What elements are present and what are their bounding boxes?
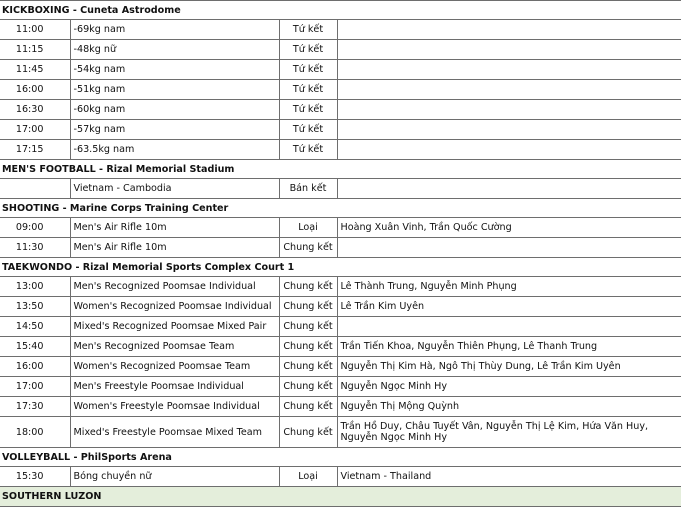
stage-cell: Chung kết bbox=[279, 377, 337, 397]
section-title: SOUTHERN LUZON bbox=[0, 487, 681, 507]
stage-cell: Chung kết bbox=[279, 238, 337, 258]
stage-cell: Tứ kết bbox=[279, 40, 337, 60]
time-cell: 15:30 bbox=[0, 467, 70, 487]
table-row bbox=[0, 417, 681, 448]
event-cell: Women's Recognized Poomsae Team bbox=[70, 357, 279, 377]
section-title: TAEKWONDO - Rizal Memorial Sports Complex Court 1 bbox=[0, 258, 681, 277]
schedule-body bbox=[0, 1, 681, 507]
table-row bbox=[0, 397, 681, 417]
athletes-cell: Trần Hồ Duy, Châu Tuyết Vân, Nguyễn Thị Lệ Kim, Hứa Văn Huy, Nguyễn Ngọc Minh Hy bbox=[337, 417, 681, 448]
stage-cell: Bán kết bbox=[279, 179, 337, 199]
athletes-cell bbox=[337, 20, 681, 40]
event-cell: Men's Recognized Poomsae Team bbox=[70, 337, 279, 357]
table-row bbox=[0, 357, 681, 377]
stage-cell: Tứ kết bbox=[279, 20, 337, 40]
table-row bbox=[0, 377, 681, 397]
stage-cell: Chung kết bbox=[279, 417, 337, 448]
section-header bbox=[0, 1, 681, 20]
time-cell bbox=[0, 179, 70, 199]
event-cell: -63.5kg nam bbox=[70, 140, 279, 160]
stage-cell: Tứ kết bbox=[279, 100, 337, 120]
event-cell: Women's Freestyle Poomsae Individual bbox=[70, 397, 279, 417]
athletes-cell: Nguyễn Thị Mộng Quỳnh bbox=[337, 397, 681, 417]
event-cell: Women's Recognized Poomsae Individual bbox=[70, 297, 279, 317]
stage-cell: Tứ kết bbox=[279, 140, 337, 160]
section-header bbox=[0, 448, 681, 467]
time-cell: 17:15 bbox=[0, 140, 70, 160]
stage-cell: Chung kết bbox=[279, 317, 337, 337]
event-cell: -51kg nam bbox=[70, 80, 279, 100]
time-cell: 11:15 bbox=[0, 40, 70, 60]
event-cell: -48kg nữ bbox=[70, 40, 279, 60]
table-row bbox=[0, 467, 681, 487]
table-row bbox=[0, 218, 681, 238]
athletes-cell: Trần Tiến Khoa, Nguyễn Thiên Phụng, Lê Thanh Trung bbox=[337, 337, 681, 357]
table-row bbox=[0, 40, 681, 60]
table-row bbox=[0, 100, 681, 120]
stage-cell: Chung kết bbox=[279, 337, 337, 357]
table-row bbox=[0, 317, 681, 337]
time-cell: 11:00 bbox=[0, 20, 70, 40]
stage-cell: Loại bbox=[279, 218, 337, 238]
stage-cell: Tứ kết bbox=[279, 60, 337, 80]
stage-cell: Chung kết bbox=[279, 357, 337, 377]
section-title: VOLLEYBALL - PhilSports Arena bbox=[0, 448, 681, 467]
event-cell: Vietnam - Cambodia bbox=[70, 179, 279, 199]
athletes-cell: Lê Trần Kim Uyên bbox=[337, 297, 681, 317]
athletes-cell: Lê Thành Trung, Nguyễn Minh Phụng bbox=[337, 277, 681, 297]
athletes-cell: Hoàng Xuân Vinh, Trần Quốc Cường bbox=[337, 218, 681, 238]
time-cell: 13:50 bbox=[0, 297, 70, 317]
athletes-cell: Vietnam - Thailand bbox=[337, 467, 681, 487]
time-cell: 18:00 bbox=[0, 417, 70, 448]
table-row bbox=[0, 60, 681, 80]
stage-cell: Chung kết bbox=[279, 297, 337, 317]
athletes-cell bbox=[337, 179, 681, 199]
athletes-cell bbox=[337, 80, 681, 100]
table-row bbox=[0, 179, 681, 199]
time-cell: 17:30 bbox=[0, 397, 70, 417]
time-cell: 11:45 bbox=[0, 60, 70, 80]
time-cell: 16:00 bbox=[0, 357, 70, 377]
athletes-cell bbox=[337, 60, 681, 80]
athletes-cell bbox=[337, 40, 681, 60]
table-row bbox=[0, 238, 681, 258]
section-header bbox=[0, 487, 681, 507]
table-row bbox=[0, 337, 681, 357]
table-row bbox=[0, 277, 681, 297]
event-cell: -69kg nam bbox=[70, 20, 279, 40]
stage-cell: Chung kết bbox=[279, 277, 337, 297]
athletes-cell bbox=[337, 140, 681, 160]
time-cell: 17:00 bbox=[0, 377, 70, 397]
section-header bbox=[0, 258, 681, 277]
table-row bbox=[0, 80, 681, 100]
event-cell: Men's Air Rifle 10m bbox=[70, 218, 279, 238]
section-header bbox=[0, 199, 681, 218]
time-cell: 13:00 bbox=[0, 277, 70, 297]
event-cell: Men's Air Rifle 10m bbox=[70, 238, 279, 258]
section-header bbox=[0, 160, 681, 179]
event-cell: -57kg nam bbox=[70, 120, 279, 140]
stage-cell: Tứ kết bbox=[279, 120, 337, 140]
time-cell: 11:30 bbox=[0, 238, 70, 258]
section-title: MEN'S FOOTBALL - Rizal Memorial Stadium bbox=[0, 160, 681, 179]
table-row bbox=[0, 120, 681, 140]
table-row bbox=[0, 140, 681, 160]
event-cell: Mixed's Recognized Poomsae Mixed Pair bbox=[70, 317, 279, 337]
section-title: SHOOTING - Marine Corps Training Center bbox=[0, 199, 681, 218]
event-cell: Men's Recognized Poomsae Individual bbox=[70, 277, 279, 297]
time-cell: 17:00 bbox=[0, 120, 70, 140]
event-cell: Bóng chuyền nữ bbox=[70, 467, 279, 487]
athletes-cell: Nguyễn Ngọc Minh Hy bbox=[337, 377, 681, 397]
athletes-cell bbox=[337, 120, 681, 140]
time-cell: 14:50 bbox=[0, 317, 70, 337]
event-cell: -54kg nam bbox=[70, 60, 279, 80]
table-row bbox=[0, 20, 681, 40]
time-cell: 09:00 bbox=[0, 218, 70, 238]
section-title: KICKBOXING - Cuneta Astrodome bbox=[0, 1, 681, 20]
athletes-cell bbox=[337, 317, 681, 337]
athletes-cell: Nguyễn Thị Kim Hà, Ngô Thị Thùy Dung, Lê Trần Kim Uyên bbox=[337, 357, 681, 377]
stage-cell: Tứ kết bbox=[279, 80, 337, 100]
athletes-cell bbox=[337, 100, 681, 120]
time-cell: 16:00 bbox=[0, 80, 70, 100]
time-cell: 15:40 bbox=[0, 337, 70, 357]
stage-cell: Loại bbox=[279, 467, 337, 487]
time-cell: 16:30 bbox=[0, 100, 70, 120]
event-cell: Men's Freestyle Poomsae Individual bbox=[70, 377, 279, 397]
athletes-cell bbox=[337, 238, 681, 258]
event-cell: -60kg nam bbox=[70, 100, 279, 120]
table-row bbox=[0, 297, 681, 317]
stage-cell: Chung kết bbox=[279, 397, 337, 417]
event-cell: Mixed's Freestyle Poomsae Mixed Team bbox=[70, 417, 279, 448]
